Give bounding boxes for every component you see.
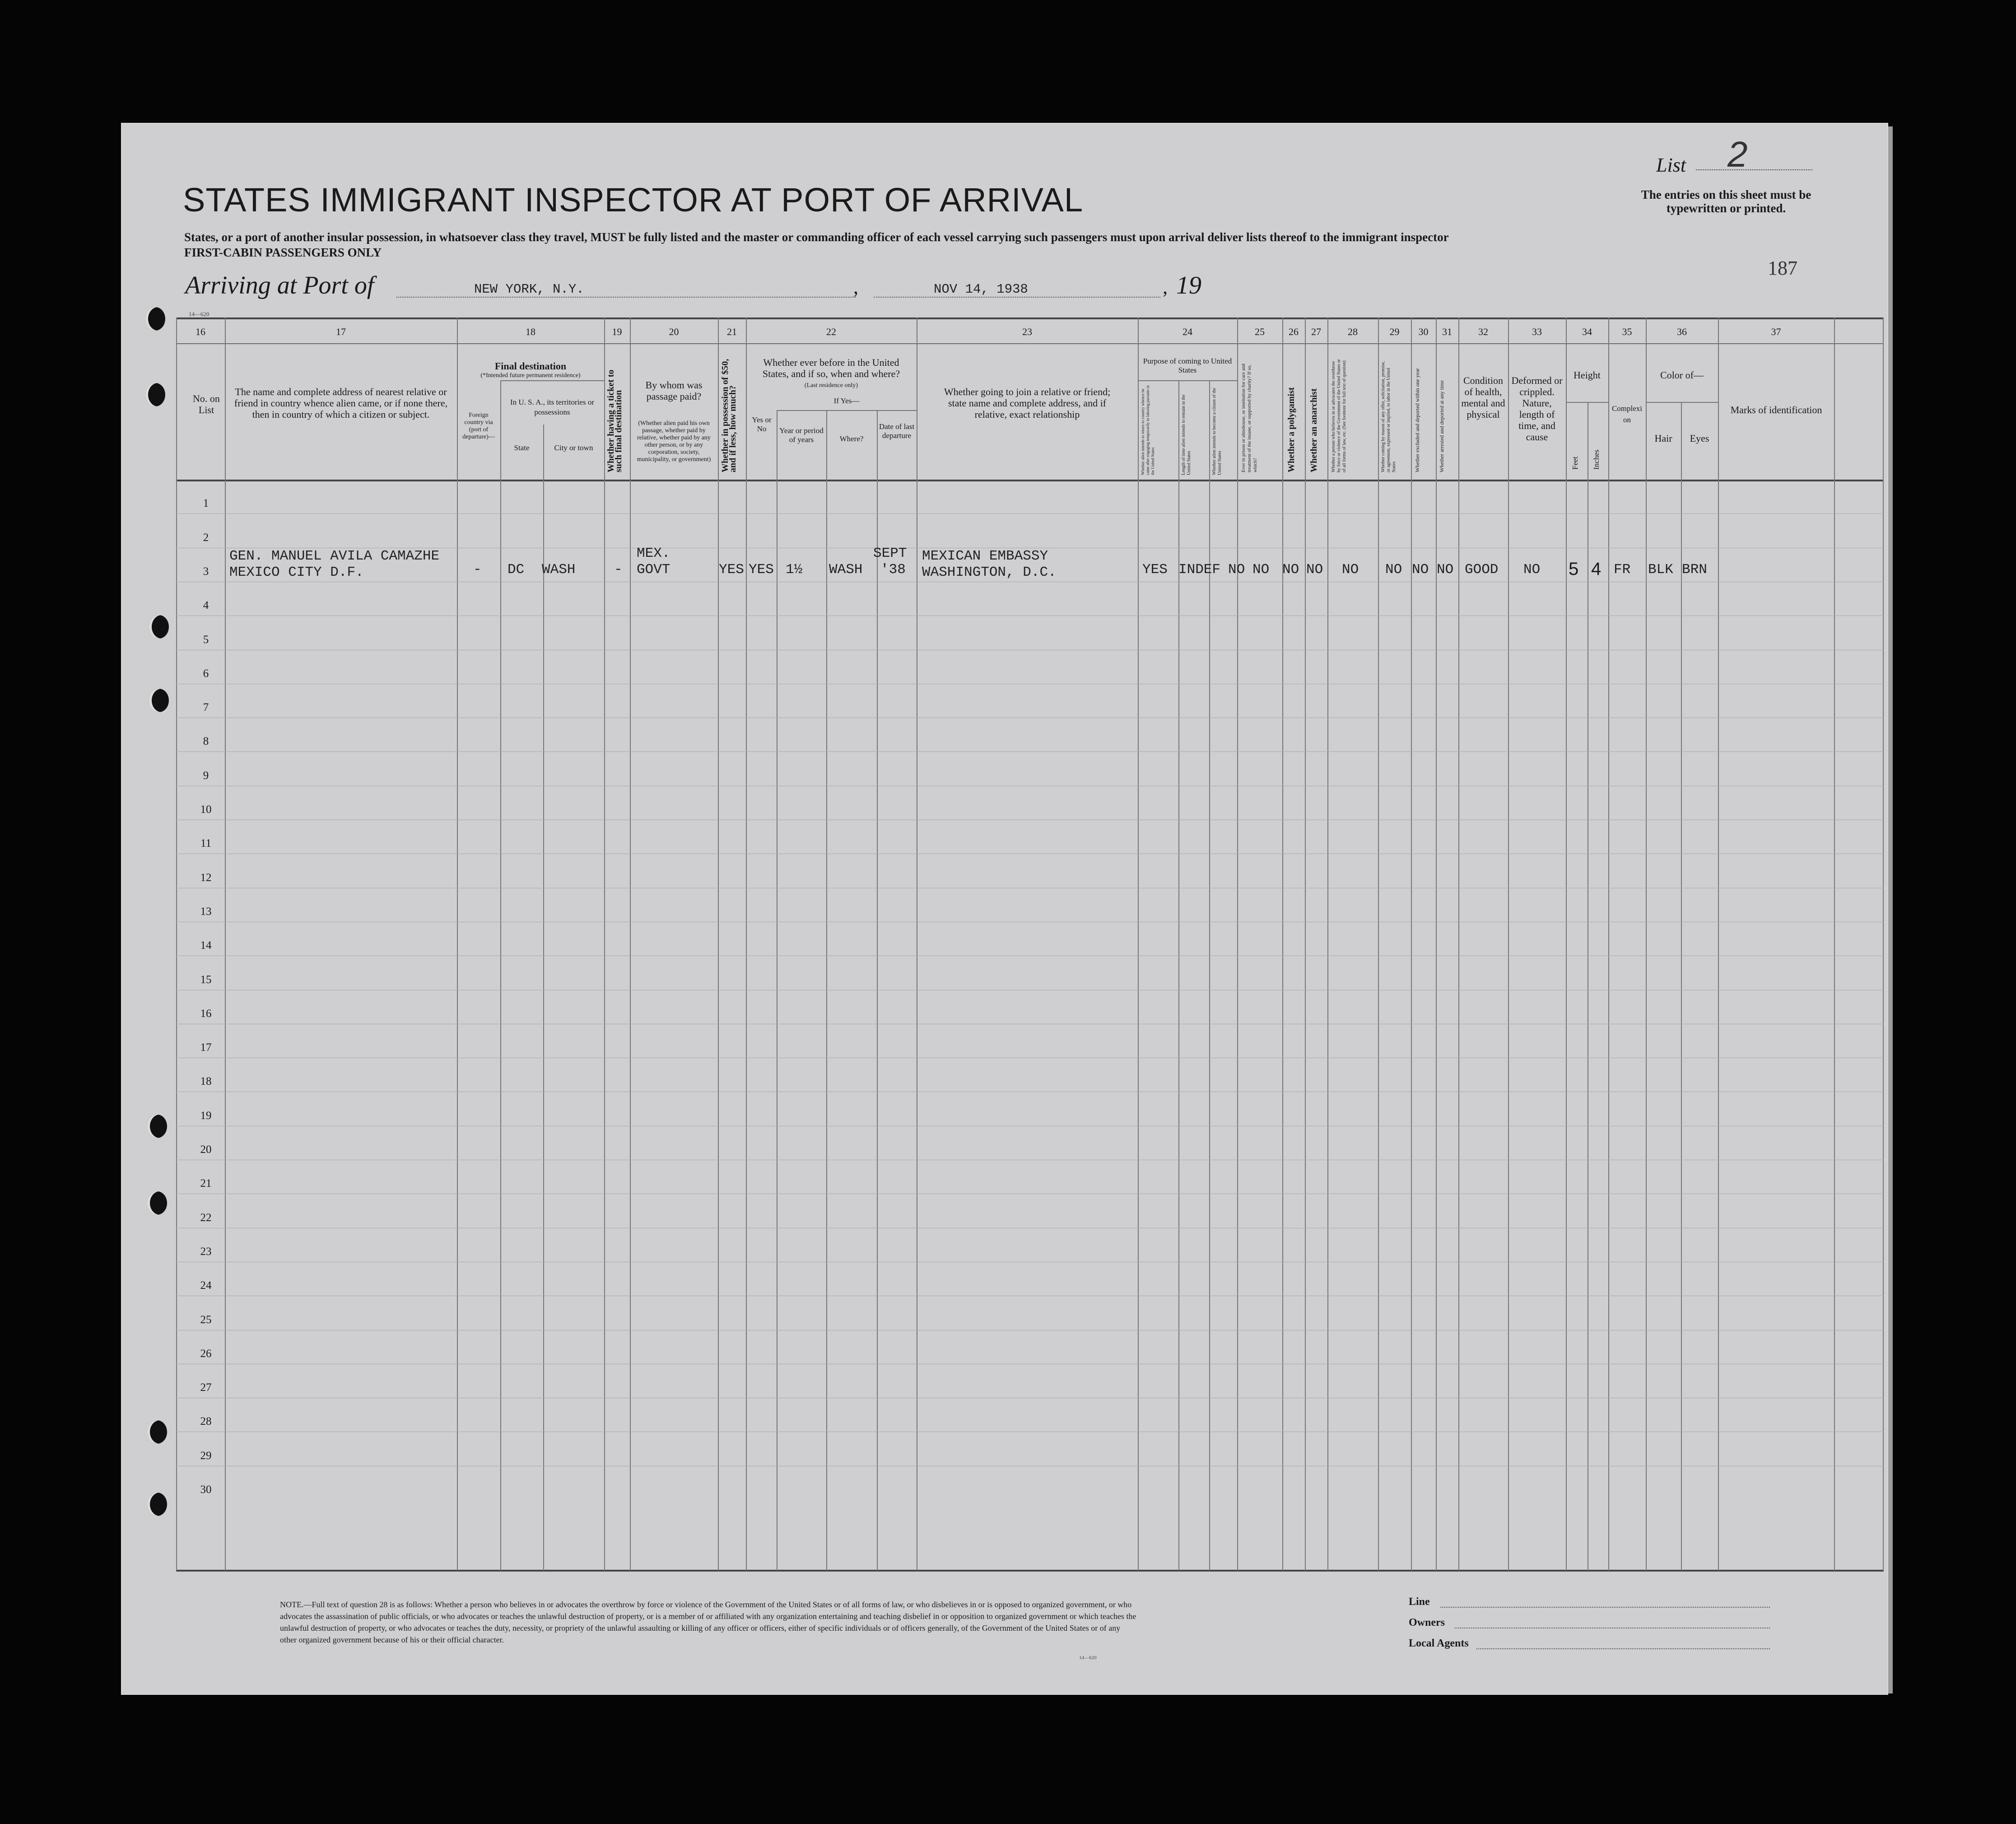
header-join-relative: Whether going to join a relative or friend; state name and complete address, and if relative, exact relationship (944, 386, 1111, 420)
header-eyes: Eyes (1690, 433, 1709, 444)
footer-form-code: 14—620 (1079, 1655, 1097, 1661)
header-become-citizen: Whether alien intends to become a citizen of the United States (1212, 387, 1222, 475)
list-number: 2 (1727, 134, 1748, 174)
colnum-27: 27 (1311, 326, 1321, 337)
arriving-label: Arriving at Port of (185, 271, 374, 299)
instruction-text: States, or a port of another insular possession, in whatsoever class they travel, MUST be fully listed and the master or commanding officer of each vessel carrying such passengers must upon arrival deliver lists thereof to the immigrant inspector (184, 230, 1449, 244)
row-number: 9 (203, 770, 209, 782)
col24-subline (1138, 380, 1237, 381)
agents-underline (1476, 1648, 1770, 1649)
col-line (225, 317, 226, 1571)
col-line (1178, 380, 1179, 1571)
header-purpose: Purpose of coming to United States (1143, 357, 1232, 374)
table-top-border (176, 317, 1884, 319)
header-ticket: Whether having a ticket to such final destination (606, 369, 624, 472)
hair-value: BLK (1648, 562, 1673, 578)
col-line (1834, 317, 1835, 1571)
col-line (746, 317, 747, 1571)
row-number: 30 (200, 1483, 212, 1496)
entries-note: The entries on this sheet must be typewritten or printed. (1641, 188, 1811, 215)
row-number: 14 (200, 939, 212, 952)
col36-subline (1646, 402, 1718, 403)
state-value: DC (507, 562, 525, 578)
where-value: WASH (829, 562, 863, 578)
line-underline (1440, 1607, 1770, 1608)
length-value: INDEF (1178, 562, 1221, 578)
col34-subline (1566, 402, 1608, 403)
class-line: FIRST-CABIN PASSENGERS ONLY (184, 246, 382, 259)
header-if-yes: If Yes— (833, 397, 860, 405)
city-value: WASH (542, 562, 576, 578)
colnum-29: 29 (1389, 326, 1400, 337)
header-hair: Hair (1654, 433, 1672, 444)
ticket-value: - (614, 562, 623, 578)
col-line (1411, 317, 1412, 1571)
header-ever-before-sub: (Last residence only) (804, 382, 858, 389)
punch-hole (149, 689, 169, 712)
colnum-31: 31 (1442, 326, 1452, 337)
form-title: STATES IMMIGRANT INSPECTOR AT PORT OF ARRIVAL (183, 181, 1084, 219)
punch-hole (147, 1191, 167, 1215)
port-value: NEW YORK, N.Y. (474, 282, 584, 297)
foreign-via-value: - (473, 562, 482, 578)
before-value: YES (749, 562, 774, 578)
row-number: 10 (200, 803, 212, 816)
col-line (543, 425, 544, 1571)
col-line (1237, 317, 1238, 1571)
port-underline (396, 297, 856, 298)
footnote-q28: NOTE.—Full text of question 28 is as follows: Whether a person who believes in or advocates the overthrow by force or violence of the Government of the United States or of all forms of law, or who disbelieves in or is opposed to organized government, or who advocates the assassination of public officials, or who advocates or teaches the unlawful destruction of property, or is a member of or affiliated with any organization entertaining and teaching disbelief in or opposition to organized government or which teaches the unlawful destruction of property, or who advocates or teaches the duty, necessity, or propriety of the unlawful assaulting or killing of any officer or officers, either of specific individuals or of officers generally, of the Government of the United States or of any other organized government because of his or their official character. (280, 1600, 1136, 1644)
header-overthrow: Whether a person who believes in or advocates the overthrow by force or violence of the Government of the United States or of all forms of law, etc. (See footnote for full text of question) (1331, 359, 1347, 472)
table-bottom-border (176, 1570, 1884, 1572)
row-number: 20 (200, 1143, 212, 1156)
header-return-country: Whether alien intends to return to country whence he came after engaging temporarily in laboring pursuits in the United States (1141, 385, 1155, 475)
colnum-35: 35 (1622, 326, 1632, 337)
row-number: 1 (203, 497, 209, 509)
row-number: 25 (200, 1314, 212, 1326)
header-date-departure: Date of last departure (879, 422, 915, 440)
departure-line2: '38 (880, 562, 906, 578)
list-label: List (1656, 154, 1686, 176)
colnum-24: 24 (1183, 326, 1192, 337)
colnum-34: 34 (1582, 326, 1592, 337)
header-arrested: Whether arrested and deported at any time (1439, 380, 1445, 472)
anarchist-value: NO (1306, 562, 1323, 578)
col-line (1646, 317, 1647, 1571)
row-number: 11 (200, 837, 212, 849)
complexion-value: FR (1614, 562, 1631, 578)
col-line (1209, 380, 1210, 1571)
punch-hole (145, 307, 165, 331)
colnum-21: 21 (727, 326, 737, 337)
col-line (630, 317, 631, 1571)
header-prison: Ever in prison or almshouse, or institution for care and treatment of the insane, or supported by charity? If so, which? (1241, 364, 1258, 472)
punch-hole (147, 1115, 167, 1138)
arrested-value: NO (1437, 562, 1454, 578)
feet-value: 5 (1569, 559, 1579, 579)
join-line2: WASHINGTON, D.C. (922, 564, 1057, 580)
colnum-19: 19 (612, 326, 622, 337)
row-number: 16 (200, 1008, 212, 1020)
row-number: 4 (203, 599, 209, 611)
colnum-25: 25 (1255, 326, 1265, 337)
col-line (500, 380, 501, 1571)
header-money: Whether in possession of $50, and if less, how much? (720, 359, 738, 472)
polygamist-value: NO (1282, 562, 1299, 578)
col-line (1138, 317, 1139, 1571)
header-foreign-country: Foreign country via (port of departure)— (462, 412, 495, 440)
row-number: 15 (200, 974, 212, 986)
col-line (1608, 317, 1609, 1571)
period-value: 1½ (786, 562, 803, 578)
col-line (877, 410, 878, 1571)
col-line (1327, 317, 1328, 1571)
money-value: YES (719, 562, 744, 578)
date-value: NOV 14, 1938 (934, 282, 1028, 297)
colnum-32: 32 (1478, 326, 1488, 337)
comma: , (853, 276, 858, 298)
col-line (1378, 317, 1379, 1571)
row-number: 19 (200, 1110, 212, 1122)
departure-line1: SEPT (873, 546, 907, 561)
row-line (176, 751, 1884, 752)
row-number: 21 (200, 1177, 212, 1190)
header-final-destination-sub: (*Intended future permanent residence) (480, 372, 581, 379)
row-line (176, 513, 1884, 514)
row-number: 6 (203, 667, 209, 680)
col-line (777, 410, 778, 1571)
header-passage-paid-sub: (Whether alien paid his own passage, whether paid by relative, whether paid by any other person, or by any corporation, society, municipality, or government) (637, 420, 711, 463)
header-state: State (514, 443, 530, 452)
header-in-usa: In U. S. A., its territories or possessions (510, 398, 595, 416)
paid-by-line2: GOVT (637, 562, 670, 578)
prison-value: NO (1252, 562, 1270, 578)
manifest-sheet (121, 123, 1888, 1695)
header-excluded: Whether excluded and deported within one year (1414, 368, 1420, 472)
header-city: City or town (554, 443, 593, 452)
labor-offer-value: NO (1385, 562, 1402, 578)
row-number: 26 (200, 1348, 212, 1360)
local-agents-label: Local Agents (1409, 1637, 1469, 1649)
owners-label: Owners (1409, 1617, 1445, 1628)
col-line (1282, 317, 1283, 1571)
row-number: 13 (200, 905, 212, 918)
list-underline (1696, 169, 1812, 170)
colnum-26: 26 (1289, 326, 1299, 337)
colnum-36: 36 (1677, 326, 1687, 337)
colnum-18: 18 (526, 326, 535, 337)
punch-hole (147, 1493, 167, 1516)
colnum-16: 16 (196, 326, 205, 337)
col-line (604, 317, 605, 1571)
row-number: 2 (203, 532, 209, 544)
header-no-on-list: No. on List (193, 393, 220, 415)
eyes-value: BRN (1682, 562, 1707, 578)
col22-subline (777, 410, 917, 411)
punch-hole (147, 1420, 167, 1444)
colnum-23: 23 (1022, 326, 1032, 337)
header-complexion: Complexion (1611, 404, 1643, 424)
relative-address: MEXICO CITY D.F. (229, 564, 364, 580)
colnum-30: 30 (1418, 326, 1429, 337)
colnum-20: 20 (669, 326, 679, 337)
page-number: 187 (1768, 257, 1797, 279)
paid-by-line1: MEX. (637, 546, 670, 561)
header-polygamist: Whether a polygamist (1286, 387, 1296, 472)
comma: , (1163, 276, 1168, 298)
header-passage-paid: By whom was passage paid? (645, 379, 703, 402)
header-nearest-relative: The name and complete address of nearest relative or friend in country whence alien came, or if none there, then in country of which a citizen or subject. (234, 386, 448, 420)
header-ever-before: Whether ever before in the United States, and if so, when and where? (762, 357, 900, 379)
row-number: 8 (203, 735, 209, 747)
header-year-period: Year or period of years (779, 426, 824, 444)
col-line (1718, 317, 1719, 1571)
row-number: 22 (200, 1212, 212, 1224)
col-line (176, 317, 177, 1571)
row-number: 27 (200, 1381, 212, 1394)
header-feet: Feet (1571, 456, 1579, 470)
punch-hole (145, 383, 165, 406)
excluded-value: NO (1412, 562, 1429, 578)
col-line (1458, 317, 1459, 1571)
deformed-value: NO (1523, 562, 1541, 578)
row-number: 29 (200, 1450, 212, 1462)
header-length-stay: Length of time alien intends to remain in the United States (1181, 394, 1192, 475)
col-line (826, 410, 827, 1571)
row-number: 17 (200, 1041, 212, 1054)
col-line (1566, 317, 1567, 1571)
col-line (1508, 317, 1509, 1571)
row-number: 5 (203, 634, 209, 646)
year-label: 19 (1176, 271, 1201, 299)
colnum-33: 33 (1532, 326, 1542, 337)
header-labor-offer: Whether coming by reason of any offer, solicitation, promise, or agreement, expressed or implied, to labor in the United States (1381, 361, 1397, 472)
header-height: Height (1574, 369, 1601, 381)
col-line (718, 317, 719, 1571)
col18-subline (500, 380, 604, 381)
date-underline (874, 297, 1160, 298)
punch-hole (149, 615, 169, 639)
header-marks: Marks of identification (1730, 404, 1822, 415)
health-value: GOOD (1465, 562, 1499, 578)
header-inches: Inches (1592, 449, 1601, 470)
relative-name: GEN. MANUEL AVILA CAMAZHE (229, 548, 440, 564)
citizen-value: NO (1228, 562, 1245, 578)
header-deformed: Deformed or crippled. Nature, length of time, and cause (1511, 375, 1563, 443)
row-number: 7 (203, 701, 209, 714)
header-yes-no: Yes or No (752, 415, 772, 433)
header-final-destination: Final destination (494, 360, 567, 372)
colnum-17: 17 (336, 326, 346, 337)
colnum-22: 22 (826, 326, 836, 337)
row-number: 3 (203, 565, 209, 578)
header-anarchist: Whether an anarchist (1309, 388, 1319, 472)
row-number: 18 (200, 1075, 212, 1087)
inches-value: 4 (1591, 559, 1602, 579)
colnum-divider (176, 343, 1884, 344)
col-line (1305, 317, 1306, 1571)
header-where: Where? (839, 434, 864, 443)
join-line1: MEXICAN EMBASSY (922, 548, 1048, 564)
row-number: 28 (200, 1415, 212, 1427)
colnum-28: 28 (1348, 326, 1358, 337)
header-bottom-border (176, 480, 1884, 481)
row-number: 12 (200, 872, 212, 884)
header-health: Condition of health, mental and physical (1461, 375, 1505, 420)
overthrow-value: NO (1342, 562, 1359, 578)
return-value: YES (1142, 562, 1168, 578)
col-line (1436, 317, 1437, 1571)
header-color-of: Color of— (1660, 369, 1704, 381)
col-line (457, 317, 458, 1571)
colnum-37: 37 (1771, 326, 1781, 337)
row-number: 24 (200, 1279, 212, 1292)
form-code: 14—620 (189, 311, 210, 317)
row-number: 23 (200, 1246, 212, 1258)
line-label: Line (1409, 1596, 1430, 1608)
col-line (1883, 317, 1884, 1571)
